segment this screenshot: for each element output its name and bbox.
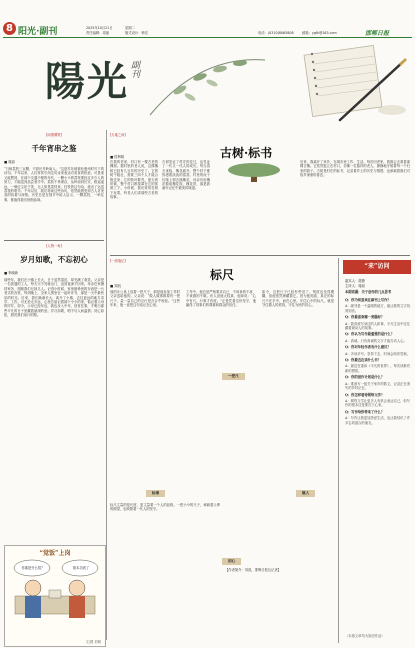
article-2-author: ■ 李晓新	[4, 271, 19, 275]
interview-question: Q：你认为写作最重要的是什么？	[345, 332, 395, 337]
tree-illustration-icon	[215, 162, 295, 182]
sub-title: 副刊	[129, 60, 139, 78]
article-tree-body-a: 在我的老家，村口有一棵古老的槐树。据村里的老人说，这棵槐树已经有几百年的历史了。它的树干粗壮，需要三四个人才能合抱过来；它的枝叶繁茂，夏天的时候，整个村口都笼罩在它的浓荫之下。小时候，我们常常在树下玩耍，听老人们讲那些古老的故事。	[110, 160, 158, 200]
interview-question: Q：你怎样看待网络文学？	[345, 392, 385, 397]
article-tree-body-b: 古树见证了村庄的变迁，也见证了一代又一代人的成长。每当春天来临，槐花盛开，整个村子都弥漫着淡淡的清香。村里的孩子们爬上树去摘槐花，母亲们用槐花做成槐花饭、槐花饼，那是我童年记忆中最美的味道。	[162, 160, 210, 191]
interview-host: 主持人：周丽	[345, 284, 365, 288]
date-line: 2025年10月21日	[86, 26, 113, 30]
interview-question: Q：你的创作计划是什么？	[345, 375, 385, 380]
cartoon-title: “觉饭”上岗	[39, 550, 71, 557]
interview-header: “来”访问	[343, 260, 411, 274]
interview-answer: A：写作让我更加热爱生活，也让我结识了许多志同道合的朋友。	[345, 416, 411, 425]
interview-answer: A：最近在重读《平凡的世界》，每次读都有新的感悟。	[345, 364, 411, 373]
page-number-badge: 8	[3, 22, 16, 35]
article-2	[4, 243, 104, 540]
masthead	[0, 0, 415, 40]
ruler-subhead-1: 一把尺	[222, 373, 245, 380]
interview-question: Q：你对年轻作者有什么建议？	[345, 345, 391, 350]
interview-answer: A：准备写一组关于家乡的散文，记录正在消失的乡村记忆。	[345, 381, 411, 391]
weekday: 星期二	[125, 26, 135, 30]
article-1-tag: [闲情偶寄]	[46, 133, 62, 137]
article-tree	[110, 132, 410, 252]
article-ruler-body-d: 标尺丈量的是长度，更丈量着一个人的品格。一把小小的尺子，承载着父辈的期望，也映照着一代人的坚守。	[110, 503, 220, 512]
interview-question: Q：你最近在读什么书？	[345, 358, 381, 363]
article-ruler-body-b: 工作中，他总是严格要求自己，不该拿的不拿，不该做的不做。有人说他太较真，他却说：“心中有尺，行事才有度。”正是凭着这份坚守，他赢得了同事们的尊重和群众的信任。	[186, 290, 256, 308]
interview-footnote: （本版文章均为原创作品）	[345, 634, 385, 638]
article-tree-title: 古树·标书	[220, 146, 273, 160]
designer-line: 版式设计：韩宏	[125, 31, 149, 35]
interview-answer: A：副刊是一个温暖的地方，能让我的文字找到知音。	[345, 304, 411, 313]
article-2-tag: [人物一角]	[46, 244, 62, 248]
interview-guest: 嘉宾人：胡捷	[345, 279, 365, 283]
interview-answer: A：真诚。只有真诚的文字才能打动人心。	[345, 338, 407, 343]
interview-question: Q：写作给你带来了什么？	[345, 409, 385, 414]
cartoon-panel	[4, 545, 106, 647]
article-ruler-tag: [一线笔记]	[110, 259, 126, 263]
interview-question: Q：你最喜欢哪一类题材？	[345, 315, 385, 320]
article-ruler-author: ■ 刘凯	[110, 284, 121, 288]
article-ruler	[110, 258, 335, 643]
editor-line: 责任编辑：周丽	[86, 31, 110, 35]
article-ruler-body-c: 如今，这把尺子已经有些旧了，刻度也变得模糊，但他依然珍藏着它。因为他知道，真正的标尺不在手中，而在心里。守住心中的标尺，就是守住做人的底线，守住为民的初心。	[262, 290, 334, 308]
article-1-author: ■ 周丽	[4, 160, 15, 164]
interview-answer: A：我喜欢写身边的人和事，平凡生活中往往藏着最动人的故事。	[345, 321, 411, 331]
article-2-body: 那些年，我们在小镇上长大，日子虽然清贫，却充满了欢笑。父亲是一名普通的工人，每天天不亮就出门，直到夜深才回家。母亲在家操持家务，照顾我们兄妹几人。记得小时候，家里最珍贵的东西是一台老式收音机，每到晚上，全家人围坐在一起听评书，那是一天中最快乐的时光。后来，我们渐渐长大，离开了小镇，去往更远的地方求学、工作。可无论走多远，心里总惦记着那个小小的家，惦记着父母的叮咛。如今，父母已经年迈，我也步入中年，回首往事，才明白那些平凡的日子里藏着最深的爱。岁月如歌，唱不尽人间温情；初心如炬，照亮我们前行的路。	[4, 278, 104, 318]
newspaper-name: 邯郸日报	[365, 30, 390, 37]
big-title: 陽光	[45, 58, 129, 105]
interview-question: Q：你为何喜欢在副刊上写作？	[345, 298, 391, 302]
article-1-body: “日啖荔枝三百颗，不辞长作岭南人。”这是苏东坡被贬惠州时写下的诗句。千年以来，人们常常引用这句诗来表达对美食的热爱。可是谁又能想到，在那个交通不便的年代，一颗小小的荔枝要经过多少人的努力，才能送到品尝者手中。荔枝不易保存，从岭南到长安，路途遥远，一骑红尘妃子笑，无人知是荔枝来。杜牧的这句诗，道出了运送荔枝的艰辛。千年以后，我们再读这些诗句，依然能感受到古人对美食的执着与深情。历史总是在细节中给人启示，一颗荔枝，一串往事，都值得我们细细品味。	[4, 167, 104, 202]
ruler-subhead-4: 初心	[222, 558, 241, 565]
email: 邮箱：ygfk@163.com	[302, 31, 337, 35]
interview-qa	[345, 298, 411, 633]
article-tree-tag: [天地之间]	[110, 133, 126, 137]
phone: 电话：(0310)8065808	[258, 31, 294, 35]
article-ruler-body-e: 【作者简介：刘凯，邯郸日报社记者】	[225, 568, 282, 572]
top-banner	[0, 40, 415, 130]
section-label: 阳光·副刊	[18, 27, 58, 37]
notebook-illustration-icon	[300, 40, 412, 128]
article-1	[4, 132, 104, 242]
article-ruler-body-a: 他的办公桌上放着一把尺子，那是他参加工作时父亲送给他的。父亲说：“做人做事都要有一把尺子，量一量自己的言行是否合乎规矩。”这些年来，他一直把这句话记在心里。	[110, 290, 180, 308]
ruler-subhead-3: 做人	[296, 490, 315, 497]
article-1-title: 千年宵串之鉴	[31, 144, 77, 153]
article-2-title: 岁月如歌，不忘初心	[20, 255, 88, 264]
article-ruler-title: 标尺	[210, 268, 235, 282]
cartoon-bubble-left: 你那是什么招？	[21, 566, 45, 570]
leaf-decoration-icon	[140, 45, 270, 125]
interview-answer: A：网络文学让更多人有机会表达自己，但写作的根本还是要沉下心来。	[345, 398, 411, 408]
interview-intro: 本期话题：关于创作的几点思考	[345, 290, 392, 294]
article-tree-body-c: 后来，我离开了家乡，在城市里工作、生活。每次回老家，我都会去看看那棵古槐。它依然挺立在村口，仿佛一位慈祥的老人，静静地守候着每一个归来的游子。古树是村庄的标书，记录着乡土的历史与情感，也承载着我们对故乡深深的眷恋。	[300, 160, 410, 178]
interview-box	[341, 258, 413, 643]
article-tree-author: ■ 侯利明	[110, 155, 125, 159]
interview-answer: A：多读多写，坚持下去，时间会给你答案。	[345, 351, 411, 356]
ruler-subhead-2: 标准	[146, 490, 165, 497]
cartoon-bubble-right: 基本功到了	[72, 566, 90, 570]
cartoon-credit: 文/图 刘明	[85, 640, 101, 644]
